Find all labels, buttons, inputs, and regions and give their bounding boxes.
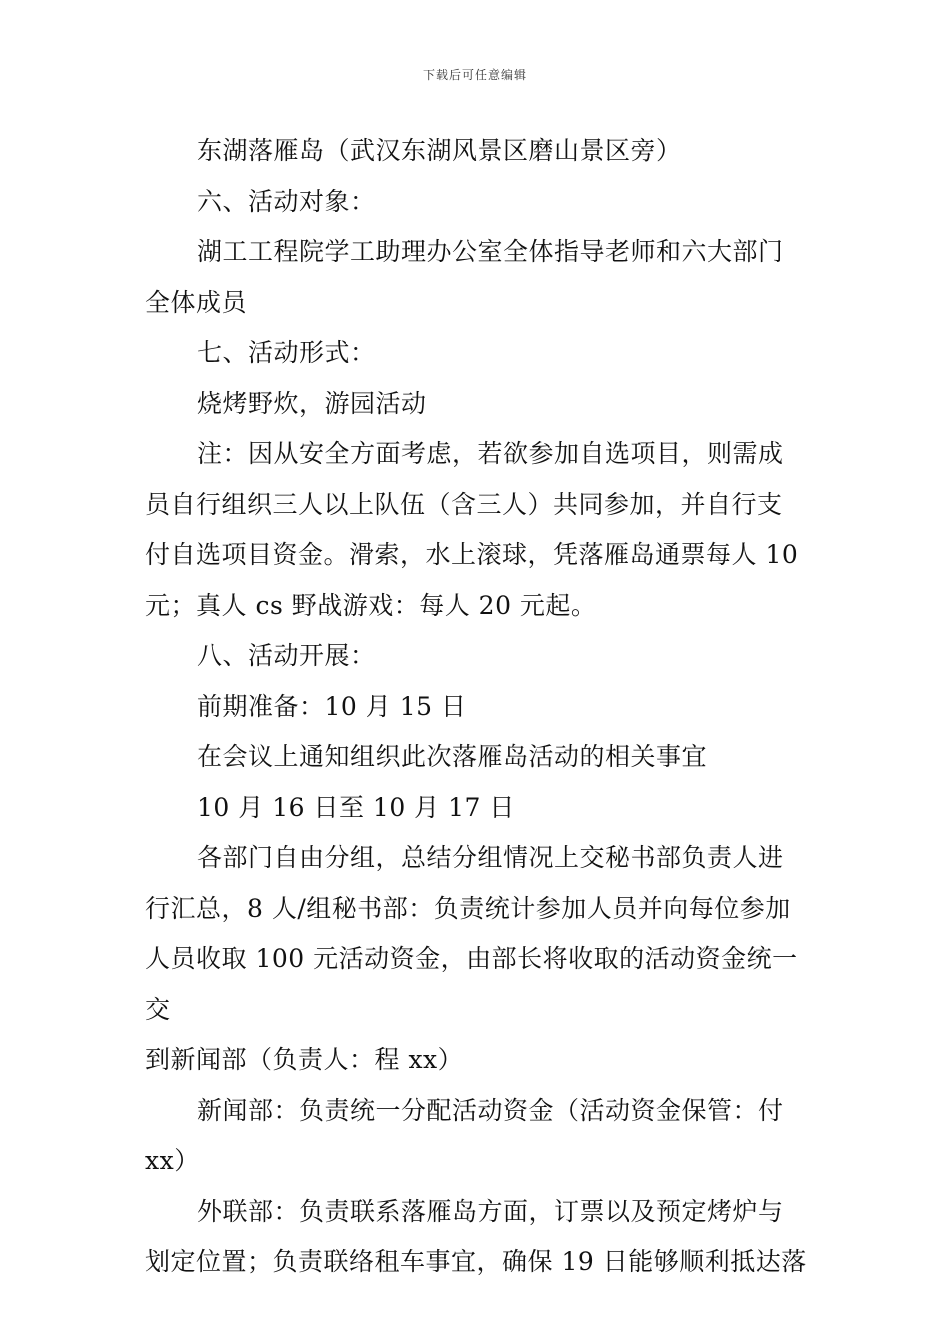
line: 人员收取 100 元活动资金，由部长将收取的活动资金统一交 [145,944,798,1024]
header-note: 下载后可任意编辑 [422,68,527,82]
paragraph-note-cont [145,581,810,632]
line: 元；真人 cs 野战游戏：每人 20 元起。 [145,590,597,620]
paragraph-target-cont [145,278,810,329]
line: 付自选项目资金。滑索，水上滚球，凭落雁岛通票每人 10 [145,540,799,569]
line: 烧烤野炊，游园活动 [197,388,427,418]
paragraph-target [145,227,810,278]
line: 10 月 16 日至 10 月 17 日 [197,792,515,822]
paragraph-note [145,429,810,480]
line: 东湖落雁岛（武汉东湖风景区磨山景区旁） [197,136,682,165]
paragraph-grouping-cont [145,934,810,1035]
line: 外联部：负责联系落雁岛方面，订票以及预定烤炉与 [197,1196,784,1226]
paragraph-grouping-cont [145,884,810,935]
line: 到新闻部（负责人：程 xx） [145,1045,464,1074]
line: 行汇总，8 人/组秘书部：负责统计参加人员并向每位参加 [145,893,791,923]
paragraph-grouping-cont [145,1035,810,1086]
line: 在会议上通知组织此次落雁岛活动的相关事宜 [197,742,708,771]
line: 员自行组织三人以上队伍（含三人）共同参加，并自行支 [145,489,783,519]
line: 新闻部：负责统一分配活动资金（活动资金保管：付 [197,1095,784,1125]
paragraph-news-dept-cont [145,1136,810,1187]
paragraph-liaison-dept-cont [145,1237,810,1288]
document-body [145,126,810,1288]
line: 湖工工程院学工助理办公室全体指导老师和六大部门 [197,237,784,266]
paragraph-meeting [145,732,810,783]
line: 各部门自由分组，总结分组情况上交秘书部负责人进 [197,843,784,872]
paragraph-liaison-dept [145,1187,810,1238]
paragraph-location [145,126,810,177]
paragraph-preparation [145,682,810,733]
line: 划定位置；负责联络租车事宜，确保 19 日能够顺利抵达落 [145,1247,807,1276]
paragraph-note-cont [145,530,810,581]
line: xx） [145,1146,200,1175]
line: 全体成员 [145,287,248,317]
line: 八、活动开展： [197,641,376,670]
paragraph-news-dept [145,1086,810,1137]
line: 七、活动形式： [197,338,376,367]
line: 注：因从安全方面考虑，若欲参加自选项目，则需成 [197,439,784,468]
paragraph-form [145,379,810,430]
paragraph-note-cont [145,480,810,531]
line: 前期准备：10 月 15 日 [197,691,467,721]
paragraph-dates [145,783,810,834]
heading-activity-target [145,177,810,228]
line: 六、活动对象： [197,186,376,216]
heading-activity-progress [145,631,810,682]
heading-activity-form [145,328,810,379]
paragraph-grouping [145,833,810,884]
